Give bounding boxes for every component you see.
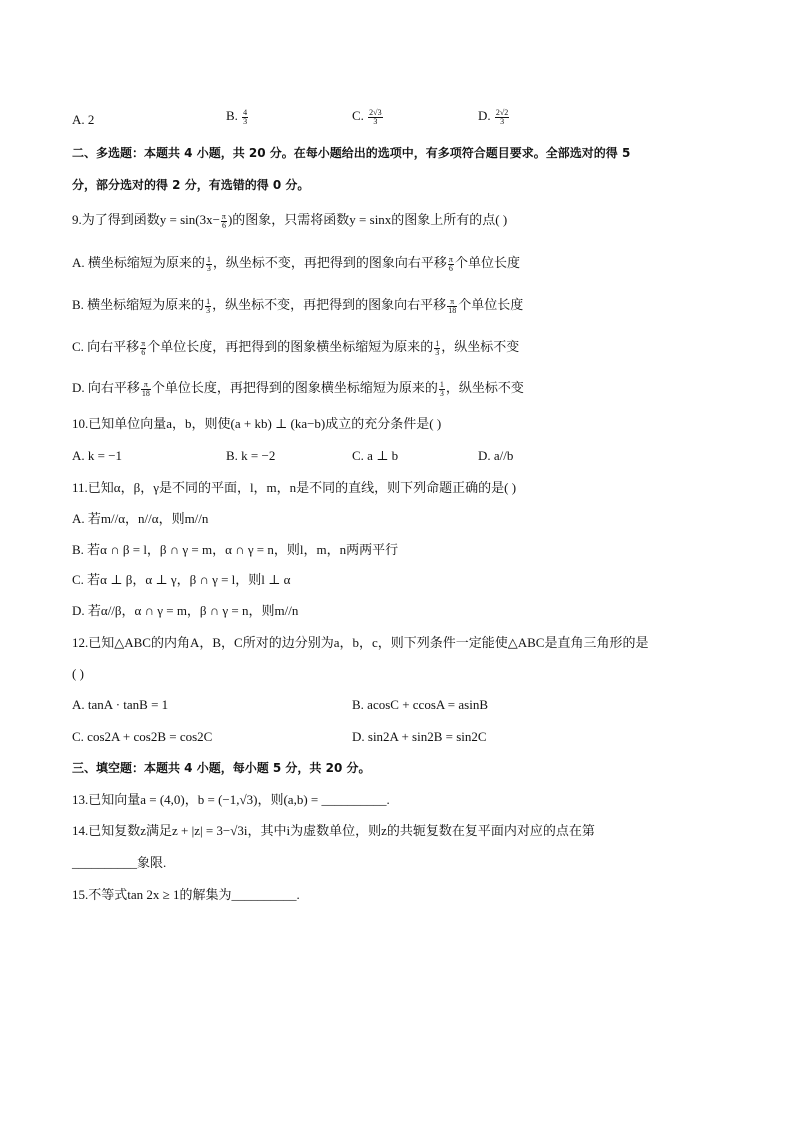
q9-b-part: B. 横坐标缩短为原来的 (72, 297, 205, 312)
frac-num: π (447, 298, 457, 307)
q11-stem: 11.已知α，β，γ是不同的平面，l，m，n是不同的直线，则下列命题正确的是( ) (72, 480, 517, 495)
frac-den: 3 (243, 116, 248, 126)
q8-option-c (352, 106, 384, 126)
fraction (447, 298, 457, 315)
q9-d-part: D. 向右平移 (72, 380, 140, 395)
q9-d-part: 个单位长度，再把得到的图象横坐标缩短为原来的 (151, 380, 438, 395)
q14-line2: __________象限. (72, 855, 167, 870)
q9-option-c (72, 337, 519, 357)
q12-option-d: D. sin2A + sin2B = sin2C (352, 729, 487, 744)
fraction (439, 381, 445, 398)
q9-a-part: ，纵坐标不变，再把得到的图象向右平移 (212, 255, 447, 270)
fraction (206, 256, 212, 273)
frac-den: 6 (221, 220, 226, 230)
frac-num: π (141, 338, 146, 348)
frac-den: 3 (435, 347, 440, 357)
fraction (140, 340, 146, 357)
q10-stem: 10.已知单位向量a，b，则使(a + kb) ⊥ (ka−b)成立的充分条件是( ) (72, 416, 442, 431)
q9-c-part: 个单位长度，再把得到的图象横坐标缩短为原来的 (147, 339, 434, 354)
frac-num: 2√2 (495, 107, 509, 117)
frac-num: 1 (206, 254, 211, 264)
frac-num: 4 (243, 107, 248, 117)
q8-option-d-fraction (495, 109, 509, 126)
frac-num: 1 (206, 296, 211, 306)
fraction (448, 256, 454, 273)
q9-a-part: 个单位长度 (454, 255, 520, 270)
q9-c-part: ，纵坐标不变 (441, 339, 520, 354)
q8-option-a: A. 2 (72, 112, 95, 127)
q14-line1: 14.已知复数z满足z + |z| = 3−√3i，其中i为虚数单位，则z的共轭复数在复平面内对应的点在第 (72, 823, 595, 838)
q11-option-c: C. 若α ⊥ β，α ⊥ γ，β ∩ γ = l，则l ⊥ α (72, 572, 291, 587)
q12-stem-line1: 12.已知△ABC的内角A，B，C所对的边分别为a，b，c，则下列条件一定能使△ABC是直角三角形的是 (72, 635, 649, 650)
frac-num: π (448, 254, 453, 264)
q12-option-a: A. tanA · tanB = 1 (72, 697, 169, 712)
q10-option-d: D. a//b (478, 448, 514, 463)
q10-option-b: B. k = −2 (226, 448, 276, 463)
section2-heading-line1: 二、多选题：本题共 4 小题，共 20 分。在每小题给出的选项中，有多项符合题目要求。全部选对的得 5 (72, 146, 631, 160)
q9-option-b (72, 295, 523, 315)
frac-num: 1 (439, 379, 444, 389)
q9-b-part: 个单位长度 (458, 297, 524, 312)
frac-num: 1 (435, 338, 440, 348)
frac-den: 6 (448, 263, 453, 273)
q11-option-b: B. 若α ∩ β = l，β ∩ γ = m，α ∩ γ = n，则l，m，n两两平行 (72, 542, 399, 557)
frac-den: 6 (141, 347, 146, 357)
q10-option-c: C. a ⊥ b (352, 448, 399, 463)
q12-option-b: B. acosC + ccosA = asinB (352, 697, 488, 712)
q9-a-part: A. 横坐标缩短为原来的 (72, 255, 205, 270)
q9-c-part: C. 向右平移 (72, 339, 140, 354)
q8-option-c-label: C. (352, 108, 364, 123)
frac-den: 3 (500, 116, 505, 126)
section2-heading-line2: 分，部分选对的得 2 分，有选错的得 0 分。 (72, 178, 310, 192)
frac-den: 3 (373, 116, 378, 126)
frac-num: 2√3 (369, 107, 382, 117)
frac-den: 3 (206, 263, 211, 273)
q9-b-part: ，纵坐标不变，再把得到的图象向右平移 (212, 297, 447, 312)
q8-option-d (478, 106, 510, 126)
q9-d-part: ，纵坐标不变 (445, 380, 524, 395)
q9-stem-fraction (221, 213, 227, 230)
q9-stem-part: 9.为了得到函数y = sin(3x− (72, 212, 220, 227)
q8-option-b-fraction (242, 109, 248, 126)
q8-option-c-fraction (368, 109, 382, 126)
q10-option-a: A. k = −1 (72, 448, 123, 463)
q12-option-c: C. cos2A + cos2B = cos2C (72, 729, 213, 744)
fraction (434, 340, 440, 357)
q9-option-d (72, 378, 524, 398)
q9-stem (72, 210, 507, 230)
q12-stem-line2: ( ) (72, 666, 84, 681)
frac-num: π (221, 211, 226, 221)
frac-num: π (141, 381, 151, 390)
q11-option-d: D. 若α//β，α ∩ γ = m，β ∩ γ = n，则m//n (72, 603, 299, 618)
q8-option-d-label: D. (478, 108, 491, 123)
fraction (205, 298, 211, 315)
q13-text: 13.已知向量a = (4,0)，b = (−1,√3)，则(a,b) = __________. (72, 792, 390, 807)
frac-den: 3 (439, 388, 444, 398)
fraction (141, 381, 151, 398)
frac-den: 18 (448, 305, 457, 315)
q15-text: 15.不等式tan 2x ≥ 1的解集为__________. (72, 887, 300, 902)
section3-heading: 三、填空题：本题共 4 小题，每小题 5 分，共 20 分。 (72, 761, 371, 775)
q8-option-b-label: B. (226, 108, 238, 123)
q8-option-b (226, 106, 249, 126)
q9-stem-part: )的图象，只需将函数y = sinx的图象上所有的点( ) (227, 212, 508, 227)
frac-den: 18 (141, 388, 150, 398)
frac-den: 3 (206, 305, 211, 315)
q9-option-a (72, 253, 520, 273)
q11-option-a: A. 若m//α，n//α，则m//n (72, 511, 209, 526)
